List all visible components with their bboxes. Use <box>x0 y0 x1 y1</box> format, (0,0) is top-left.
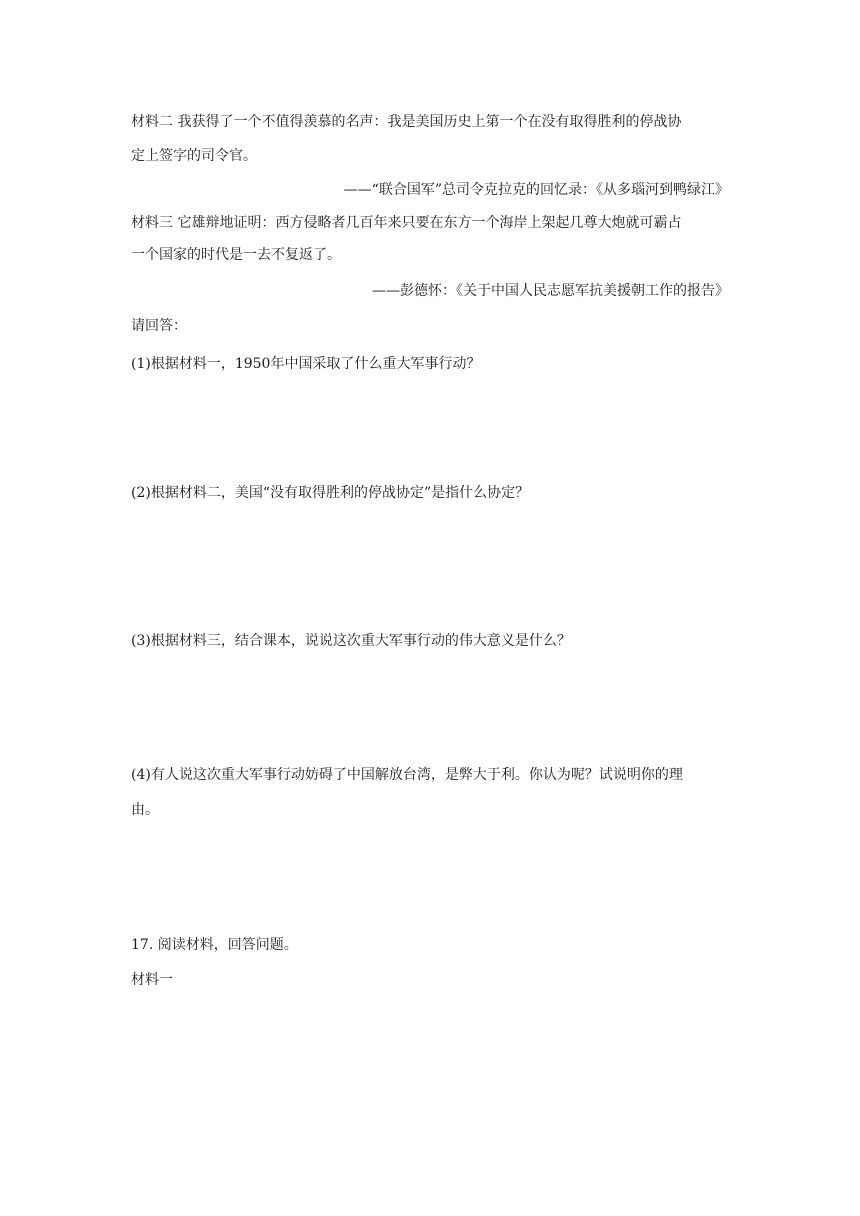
material2-line2: 定上签字的司令官。 <box>131 148 257 164</box>
material3-source: ——彭德怀：《关于中国人民志愿军抗美援朝工作的报告》 <box>372 283 729 299</box>
answer-prompt: 请回答： <box>131 318 187 334</box>
question-1: (1)根据材料一，1950年中国采取了什么重大军事行动？ <box>131 356 481 372</box>
material2-line1: 材料二 我获得了一个不值得羡慕的名声：我是美国历史上第一个在没有取得胜利的停战协 <box>131 114 682 130</box>
material2-source: ——“联合国军”总司令克拉克的回忆录：《从多瑙河到鸭绿江》 <box>343 182 729 198</box>
question-2: (2)根据材料二，美国“没有取得胜利的停战协定”是指什么协定？ <box>131 485 530 501</box>
question-17-title: 17. 阅读材料，回答问题。 <box>131 937 298 953</box>
material3-line1: 材料三 它雄辩地证明：西方侵略者几百年来只要在东方一个海岸上架起几尊大炮就可霸占 <box>131 215 682 231</box>
question-4-line2: 由。 <box>131 802 159 818</box>
material3-line2: 一个国家的时代是一去不复返了。 <box>131 247 341 263</box>
question-4-line1: (4)有人说这次重大军事行动妨碍了中国解放台湾，是弊大于利。你认为呢？试说明你的理 <box>131 767 683 783</box>
question-3: (3)根据材料三，结合课本，说说这次重大军事行动的伟大意义是什么？ <box>131 633 571 649</box>
material1-label: 材料一 <box>131 972 173 988</box>
